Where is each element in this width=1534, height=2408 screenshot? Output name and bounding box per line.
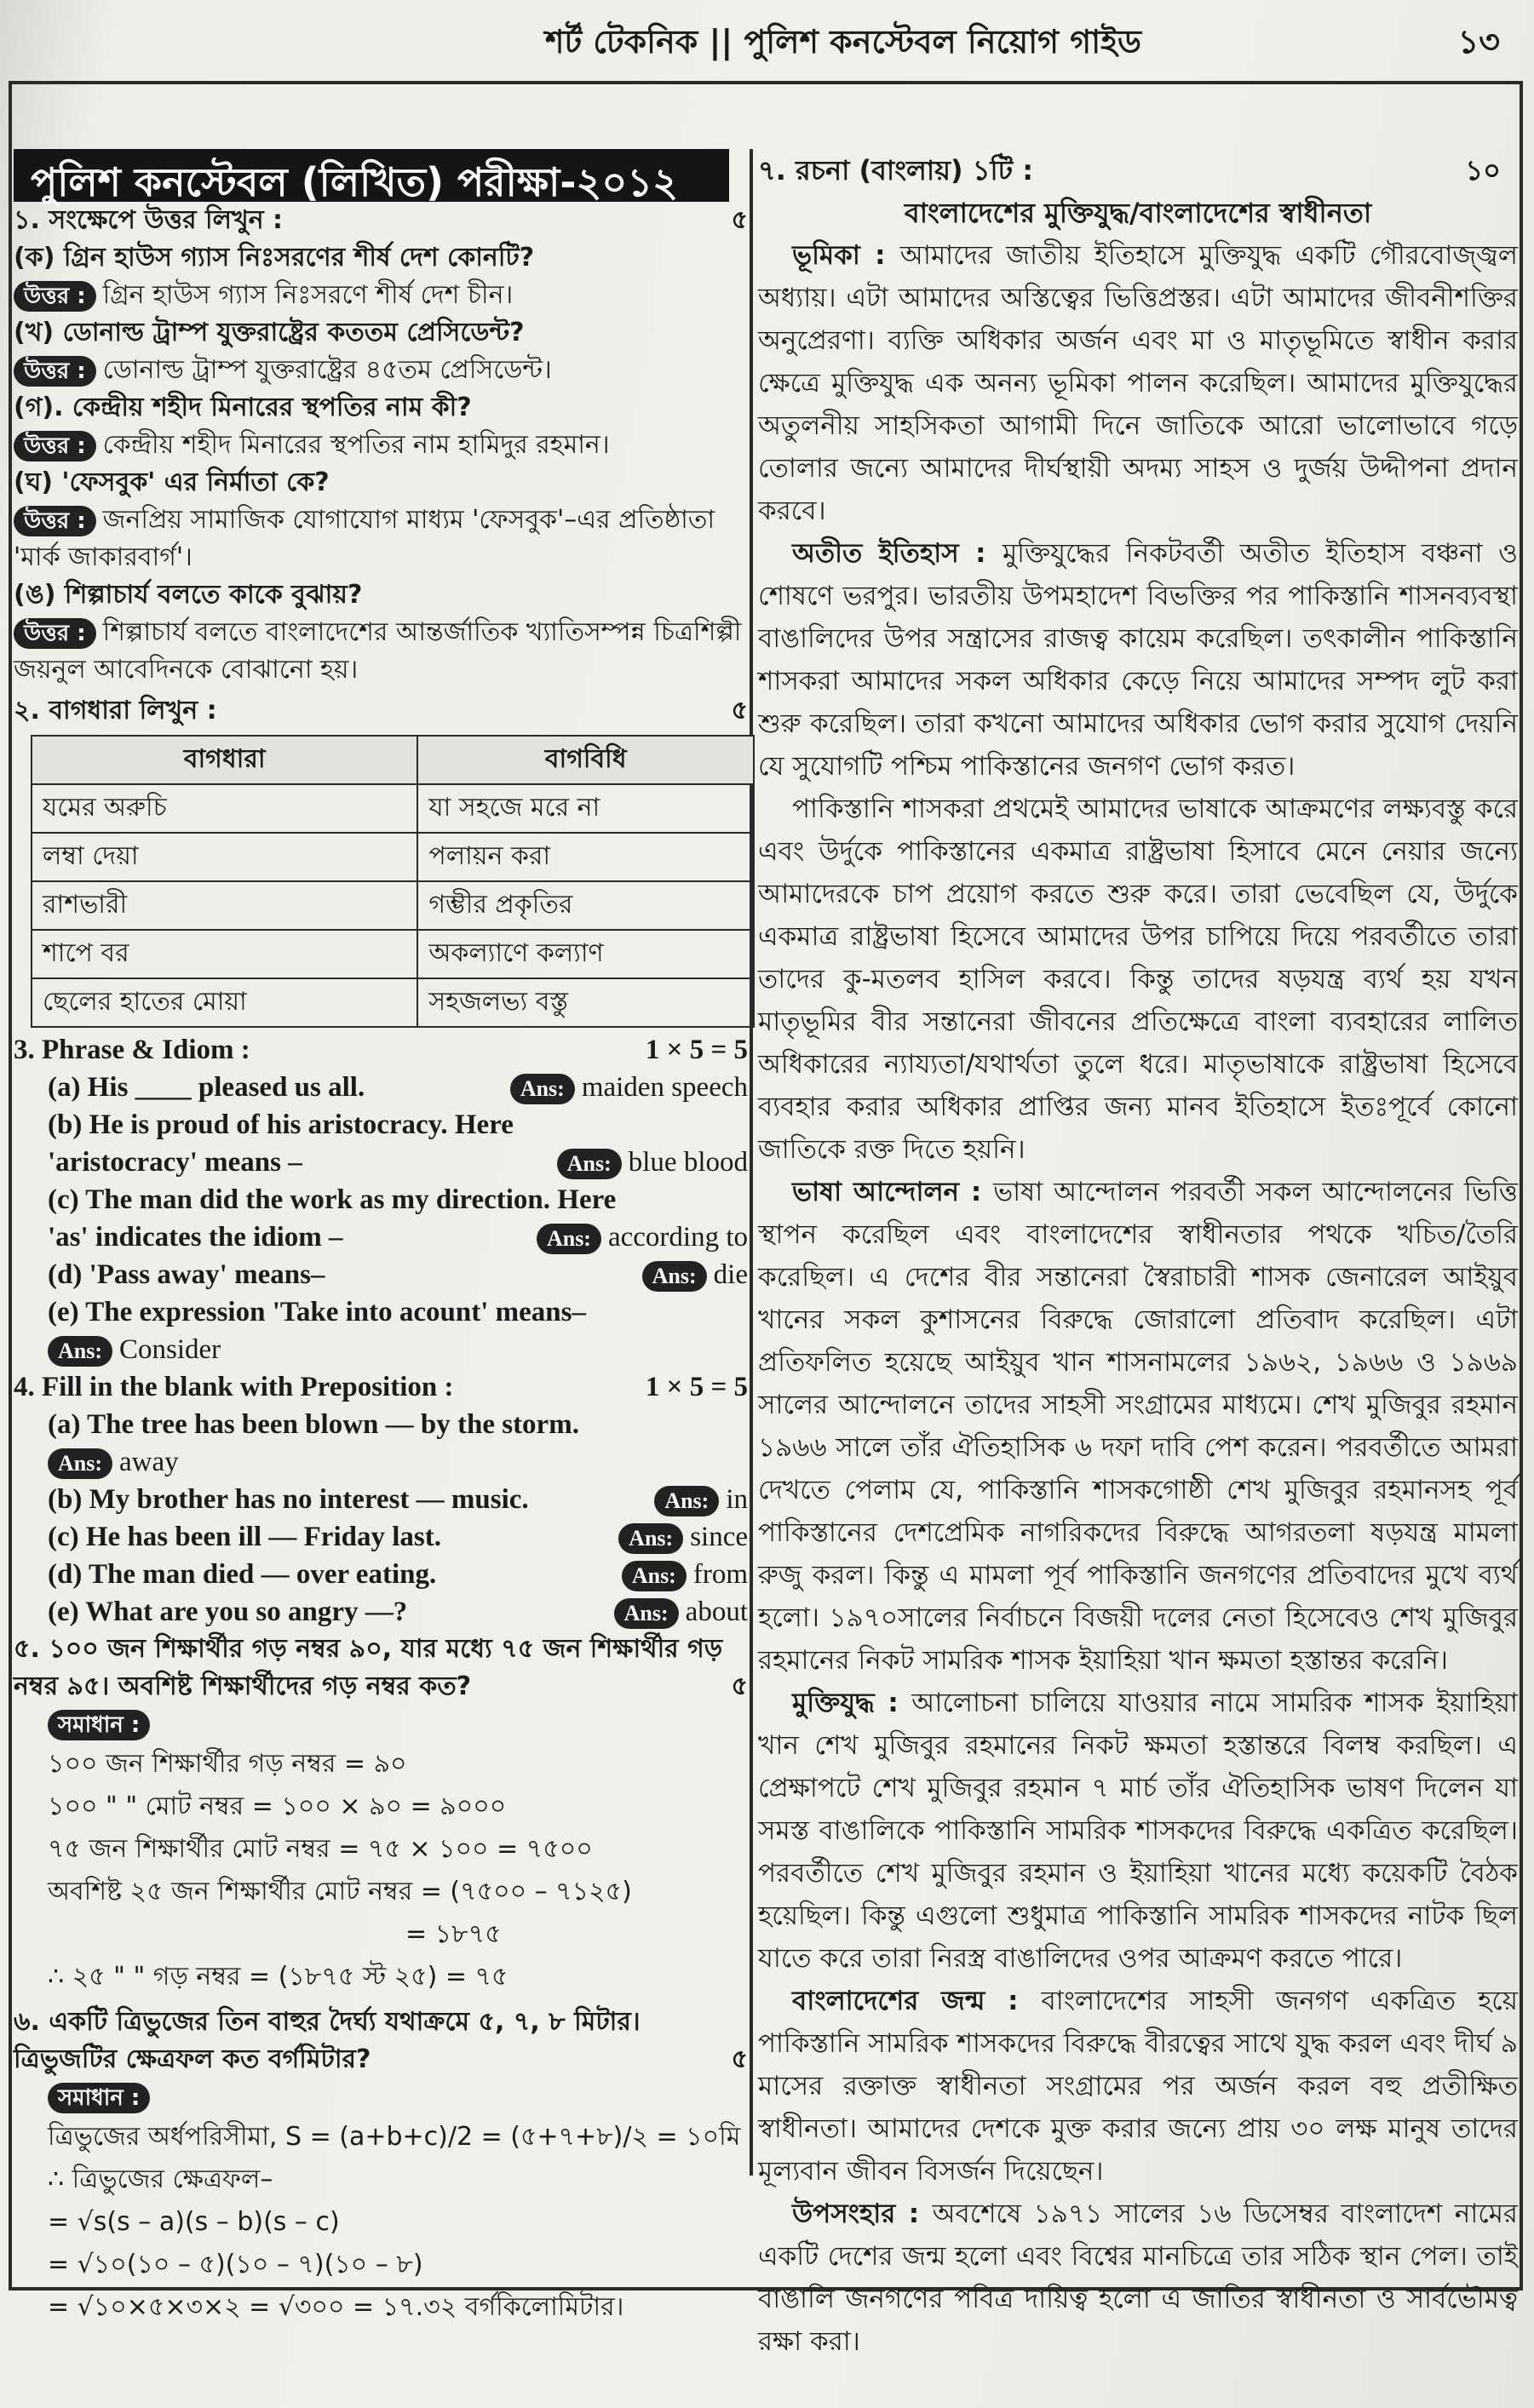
solution-badge: সমাধান : bbox=[48, 2083, 150, 2113]
q3-line-text: 'as' indicates the idiom – bbox=[48, 1222, 343, 1253]
q1-number: ১. bbox=[14, 205, 40, 235]
q3-answer-group bbox=[642, 1256, 748, 1293]
q4-answer: about bbox=[685, 1597, 748, 1627]
q2-marks: ৫ bbox=[731, 696, 748, 725]
q3-line-text: (e) The expression 'Take into acount' means– bbox=[48, 1297, 586, 1327]
q3-line-text: (a) His ____ pleased us all. bbox=[48, 1072, 365, 1103]
q4-line bbox=[48, 1481, 748, 1518]
q3-answer: maiden speech bbox=[581, 1072, 748, 1103]
q7-heading: ৭. রচনা (বাংলায়) ১টি : bbox=[758, 154, 1034, 186]
meaning-cell: সহজলভ্য বস্তু bbox=[417, 978, 754, 1027]
essay-paragraph bbox=[758, 234, 1518, 532]
essay-paragraph bbox=[758, 1682, 1518, 1980]
essay-text: আমাদের জাতীয় ইতিহাসে মুক্তিযুদ্ধ একটি গৌরবোজ্জ্বল অধ্যায়। এটা আমাদের অস্তিত্বের ভিত্তিপ্রস্তর। এটা আমাদের জীবনীশক্তির অনুপ্রেরণা। ব্যক্তি অধিকার অর্জন এবং মা ও মাতৃভূমিতে স্বাধীন করার ক্ষেত্রে মুক্তিযুদ্ধ এক অনন্য ভূমিকা পালন করেছিল। আমাদের মুক্তিযুদ্ধের অতুলনীয় সাহসিকতা আগামী দিনে জাতিকে আরো ভালোভাবে গড়ে তোলার জন্যে আমাদের দীর্ঘস্থায়ী অদম্য সাহস ও দুর্জয় উদ্দীপনা প্রদান করবে। bbox=[758, 240, 1518, 526]
q3-answer-group bbox=[537, 1218, 748, 1256]
idiom-cell: রাশভারী bbox=[32, 881, 417, 930]
q1-sub-question: (খ) ডোনাল্ড ট্রাম্প যুক্তরাষ্ট্রের কততম প্রেসিডেন্ট? bbox=[14, 318, 525, 347]
ans-badge: Ans: bbox=[618, 1523, 683, 1554]
q5-step: = ১৮৭৫ bbox=[405, 1919, 502, 1949]
essay-subheading: বাংলাদেশের জন্ম : bbox=[792, 1986, 1042, 2016]
q4-heading: Fill in the blank with Preposition : bbox=[42, 1372, 454, 1402]
q6-step: = √s(s – a)(s – b)(s – c) bbox=[48, 2207, 340, 2237]
right-column bbox=[758, 149, 1518, 2363]
ans-badge: Ans: bbox=[622, 1561, 687, 1591]
q4-marks: 1 × 5 = 5 bbox=[645, 1372, 748, 1402]
q3-line-text: 'aristocracy' means – bbox=[48, 1147, 302, 1178]
header-title: শর্ট টেকনিক || পুলিশ কনস্টেবল নিয়োগ গাইড bbox=[545, 23, 1141, 60]
q1-sub-question: (গ). কেন্দ্রীয় শহীদ মিনারের স্থপতির নাম কী? bbox=[14, 393, 472, 422]
q3-line bbox=[48, 1218, 748, 1256]
idiom-cell: যমের অরুচি bbox=[32, 784, 417, 833]
answer-badge: উত্তর : bbox=[14, 281, 96, 312]
essay-text: ভাষা আন্দোলন পরবর্তী সকল আন্দোলনের ভিত্তি স্থাপন করেছিল এবং বাংলাদেশের স্বাধীনতার পথকে খচিত/তৈরি করেছিল। এ দেশের বীর সন্তানেরা স্বৈরাচারী শাসক জেনারেল আইয়ুব খানের সকল কুশাসনের বিরুদ্ধে জোরালো প্রতিবাদ করেছিল। এটা প্রতিফলিত হয়েছে আইয়ুব খান শাসনামলের ১৯৬২, ১৯৬৬ ও ১৯৬৯ সালের আন্দোলনে তাদের সাহসী সংগ্রামের মাধ্যমে। শেখ মুজিবুর রহমান ১৯৬৬ সালে তাঁর ঐতিহাসিক ৬ দফা দাবি পেশ করেন। পরবর্তীতে আমরা দেখতে পেলাম যে, পাকিস্তানি শাসকগোষ্ঠী শেখ মুজিবুর রহমানসহ পূর্ব পাকিস্তানের দেশপ্রেমিক নাগরিকদের বিরুদ্ধে আগরতলা ষড়যন্ত্র মামলা রুজু করল। কিন্তু এ মামলা পূর্ব পাকিস্তানি জনগণের প্রতিবাদের মুখে ব্যর্থ হলো। ১৯৭০সালের নির্বাচনে বিজয়ী দলের নেতা হিসেবেও শেখ মুজিবুর রহমানের নিকট সামরিক শাসক ইয়াহিয়া খান ক্ষমতা হস্তান্তর করেনি। bbox=[758, 1177, 1518, 1676]
q3-line bbox=[48, 1256, 748, 1293]
q6-step: ত্রিভুজের অর্ধপরিসীমা, S = (a+b+c)/2 = (৫+৭+৮)/২ = ১০মি bbox=[48, 2122, 741, 2152]
q4-answer-group bbox=[654, 1481, 748, 1518]
meaning-cell: অকল্যাণে কল্যাণ bbox=[417, 930, 754, 978]
q4-lines bbox=[48, 1481, 748, 1631]
essay-text: পাকিস্তানি শাসকরা প্রথমেই আমাদের ভাষাকে আক্রমণের লক্ষ্যবস্তু করে এবং উর্দুকে পাকিস্তানের একমাত্র রাষ্ট্রভাষা হিসাবে মেনে নেয়ার জন্যে আমাদেরকে চাপ প্রয়োগ করতে শুরু করে। তারা ভেবেছিল যে, উর্দুকে একমাত্র রাষ্ট্রভাষা হিসেবে আমাদের উপর চাপিয়ে দিয়ে পরবর্তীতে তারা তাদের কু-মতলব হাসিল করবে। কিন্তু তাদের ষড়যন্ত্র ব্যর্থ হয় যখন মাতৃভূমির বীর সন্তানেরা জীবনের প্রতিক্ষেত্রে বাংলা ব্যবহারের লালিত অধিকারের ন্যায্যতা/যথার্থতা তুলে ধরে। মাতৃভাষাকে রাষ্ট্রভাষা হিসেবে ব্যবহার করার অধিকার প্রাপ্তির জন্য মানব ইতিহাসে ইতঃপূর্বে কোনো জাতিকে রক্ত দিতে হয়নি। bbox=[758, 794, 1518, 1165]
q1-answer-line bbox=[14, 502, 748, 576]
q3-line bbox=[48, 1293, 748, 1331]
answer-badge: উত্তর : bbox=[14, 431, 96, 462]
essay-title: বাংলাদেশের মুক্তিযুদ্ধ/বাংলাদেশের স্বাধীনতা bbox=[904, 197, 1372, 229]
q3-marks: 1 × 5 = 5 bbox=[645, 1035, 748, 1065]
q4-answer-group bbox=[622, 1556, 748, 1593]
q5-question: ১০০ জন শিক্ষার্থীর গড় নম্বর ৯০, যার মধ্যে ৭৫ জন শিক্ষার্থীর গড় নম্বর ৯৫। অবশিষ্ট শিক্ষার্থীদের গড় নম্বর কত? bbox=[14, 1634, 723, 1701]
q3-line bbox=[48, 1106, 748, 1144]
meaning-cell: যা সহজে মরে না bbox=[417, 784, 754, 833]
q1-marks: ৫ bbox=[731, 205, 748, 235]
q1-answer: কেন্দ্রীয় শহীদ মিনারের স্থপতির নাম হামিদুর রহমান। bbox=[102, 430, 610, 460]
ans-badge: Ans: bbox=[537, 1224, 601, 1254]
q4-answer-group bbox=[614, 1593, 748, 1631]
q6-step: = √১০(১০ – ৫)(১০ – ৭)(১০ – ৮) bbox=[48, 2250, 423, 2279]
essay-subheading: মুক্তিযুদ্ধ : bbox=[792, 1688, 912, 1718]
q6-step: ∴ ত্রিভুজের ক্ষেত্রফল– bbox=[48, 2164, 273, 2194]
q1-sub-question: (ঙ) শিল্পাচার্য বলতে কাকে বুঝায়? bbox=[14, 580, 363, 610]
q6-step: = √১০×৫×৩×২ = √৩০০ = ১৭.৩২ বর্গকিলোমিটার। bbox=[48, 2292, 624, 2322]
q3-line bbox=[48, 1181, 748, 1218]
q1-sub-question: (ক) গ্রিন হাউস গ্যাস নিঃসরণের শীর্ষ দেশ কোনটি? bbox=[14, 243, 535, 272]
q4-line-text: (b) My brother has no interest — music. bbox=[48, 1484, 529, 1515]
table-row bbox=[32, 978, 754, 1027]
q4-line-text: (c) He has been ill — Friday last. bbox=[48, 1522, 441, 1552]
q1-heading: সংক্ষেপে উত্তর লিখুন : bbox=[49, 205, 284, 235]
q3-line bbox=[48, 1069, 748, 1106]
q6-number: ৬. bbox=[14, 2007, 40, 2037]
q4-a-question: (a) The tree has been blown — by the storm. bbox=[48, 1409, 579, 1440]
q3-answer: Consider bbox=[119, 1334, 221, 1365]
q4-answer: in bbox=[726, 1484, 748, 1515]
left-column bbox=[14, 149, 748, 2329]
q5-step: ১০০ " " মোট নম্বর = ১০০ × ৯০ = ৯০০০ bbox=[48, 1792, 507, 1821]
answer-badge: উত্তর : bbox=[14, 506, 96, 536]
q3-line bbox=[48, 1144, 748, 1181]
question-6 bbox=[14, 2004, 748, 2329]
essay-paragraph bbox=[758, 1171, 1518, 1682]
q5-marks: ৫ bbox=[731, 1671, 748, 1701]
q3-answer: according to bbox=[607, 1222, 748, 1253]
q1-answer: ডোনাল্ড ট্রাম্প যুক্তরাষ্ট্রের ৪৫তম প্রেসিডেন্ট। bbox=[102, 355, 552, 385]
q4-answer: since bbox=[690, 1522, 748, 1552]
q3-heading: Phrase & Idiom : bbox=[42, 1035, 250, 1065]
essay-subheading: ভূমিকা : bbox=[792, 240, 900, 271]
idiom-cell: শাপে বর bbox=[32, 930, 417, 978]
q6-marks: ৫ bbox=[731, 2044, 748, 2074]
q3-answer-group bbox=[557, 1144, 748, 1181]
page-header bbox=[0, 0, 1534, 75]
ans-badge: Ans: bbox=[654, 1486, 719, 1516]
q5-step: অবশিষ্ট ২৫ জন শিক্ষার্থীর মোট নম্বর = (৭৫০০ – ৭১২৫) bbox=[48, 1877, 632, 1906]
q4-line-text: (d) The man died — over eating. bbox=[48, 1559, 437, 1590]
table-row bbox=[32, 784, 754, 833]
q3-number: 3. bbox=[14, 1035, 35, 1065]
table-row bbox=[32, 930, 754, 978]
question-5 bbox=[14, 1631, 748, 1998]
essay-subheading: ভাষা আন্দোলন : bbox=[792, 1177, 994, 1207]
q1-answer: জনপ্রিয় সামাজিক যোগাযোগ মাধ্যম 'ফেসবুক'–এর প্রতিষ্ঠাতা 'মার্ক জাকারবার্গ'। bbox=[14, 505, 715, 572]
essay-text: অবশেষে ১৯৭১ সালের ১৬ ডিসেম্বর বাংলাদেশ নামের একটি দেশের জন্ম হলো এবং বিশ্বের মানচিত্রে তার সঠিক স্থান পেল। তাই বাঙালি জনগণের পবিত্র দায়িত্ব হলো এ জাতির স্বাধীনতা ও সার্বভৌমত্ব রক্ষা করা। bbox=[758, 2199, 1518, 2357]
q3-lines bbox=[14, 1069, 748, 1368]
q1-answer-line bbox=[14, 352, 748, 389]
exam-banner: পুলিশ কনস্টেবল (লিখিত) পরীক্ষা-২০১২ bbox=[14, 149, 729, 202]
meaning-cell: গম্ভীর প্রকৃতির bbox=[417, 881, 754, 930]
essay-text: বাংলাদেশের সাহসী জনগণ একত্রিত হয়ে পাকিস্তানি সামরিক শাসকদের বিরুদ্ধে বীরত্বের সাথে যুদ্ধ করল এবং দীর্ঘ ৯ মাসের রক্তাক্ত স্বাধীনতা সংগ্রামের পর অর্জন করল বহু প্রতীক্ষিত স্বাধীনতা। আমাদের দেশকে মুক্ত করার জন্যে প্রায় ৩০ লক্ষ মানুষ তাদের মূল্যবান জীবন বিসর্জন দিয়েছেন। bbox=[758, 1986, 1518, 2187]
essay-text: আলোচনা চালিয়ে যাওয়ার নামে সামরিক শাসক ইয়াহিয়া খান শেখ মুজিবুর রহমানের নিকট ক্ষমতা হস্তান্তরে বিলম্ব করছিল। এ প্রেক্ষাপটে শেখ মুজিবুর রহমান ৭ মার্চ তাঁর ঐতিহাসিক ভাষণ দিলেন যা সমস্ত বাঙালিকে পাকিস্তানি সামরিক শাসকদের বিরুদ্ধে একত্রিত করেছিল। পরবর্তীতে শেখ মুজিবুর রহমান ও ইয়াহিয়া খানের মধ্যে কয়েকটি বৈঠক হয়েছিল। কিন্তু এগুলো শুধুমাত্র পাকিস্তানি সামরিক শাসকদের নাটক ছিল যাতে করে তারা নিরস্ত্র বাঙালিদের ওপর আক্রমণ করতে পারে। bbox=[758, 1688, 1518, 1974]
ans-badge: Ans: bbox=[642, 1261, 707, 1292]
essay-paragraph bbox=[758, 788, 1518, 1171]
idiom-table-body bbox=[32, 784, 754, 1027]
q5-number: ৫. bbox=[14, 1634, 40, 1664]
ans-badge: Ans: bbox=[48, 1448, 112, 1479]
q3-line-text: (b) He is proud of his aristocracy. Here bbox=[48, 1109, 514, 1140]
q1-answer-line bbox=[14, 277, 748, 314]
ans-badge: Ans: bbox=[614, 1598, 679, 1629]
q4-line bbox=[48, 1556, 748, 1593]
q4-line-text: (e) What are you so angry —? bbox=[48, 1597, 408, 1627]
idiom-table-header-2: বাগবিধি bbox=[417, 736, 754, 784]
question-3 bbox=[14, 1031, 748, 1368]
q4-a-answer: away bbox=[119, 1447, 179, 1477]
q4-line bbox=[48, 1593, 748, 1631]
q4-line bbox=[48, 1518, 748, 1556]
q7-marks: ১০ bbox=[1465, 154, 1501, 186]
q3-line bbox=[48, 1331, 748, 1368]
page-number: ১৩ bbox=[1457, 23, 1500, 60]
q6-question: একটি ত্রিভুজের তিন বাহুর দৈর্ঘ্য যথাক্রমে ৫, ৭, ৮ মিটার। ত্রিভুজটির ক্ষেত্রফল কত বর্গমিটার? bbox=[14, 2007, 641, 2074]
q3-answer: die bbox=[713, 1259, 748, 1290]
ans-badge: Ans: bbox=[557, 1149, 622, 1179]
q6-steps bbox=[14, 2116, 748, 2329]
essay-body bbox=[758, 234, 1518, 2363]
q1-answer-line bbox=[14, 614, 748, 689]
q1-items bbox=[14, 239, 748, 689]
q4-answer: from bbox=[692, 1559, 748, 1590]
q1-answer: শিল্পাচার্য বলতে বাংলাদেশের আন্তর্জাতিক খ্যাতিসম্পন্ন চিত্রশিল্পী জয়নুল আবেদিনকে বোঝানো হয়। bbox=[14, 617, 742, 685]
q4-answer-group bbox=[618, 1518, 748, 1556]
essay-subheading: অতীত ইতিহাস : bbox=[792, 538, 1003, 569]
q1-answer: গ্রিন হাউস গ্যাস নিঃসরণে শীর্ষ দেশ চীন। bbox=[102, 280, 514, 310]
essay-subheading: উপসংহার : bbox=[792, 2199, 933, 2229]
essay-paragraph bbox=[758, 532, 1518, 788]
ans-badge: Ans: bbox=[48, 1336, 112, 1367]
table-row bbox=[32, 833, 754, 881]
q5-steps bbox=[14, 1743, 748, 1998]
q1-sub-question: (ঘ) 'ফেসবুক' এর নির্মাতা কে? bbox=[14, 467, 330, 497]
table-row bbox=[32, 881, 754, 930]
idiom-table-header-1: বাগধারা bbox=[32, 736, 417, 784]
essay-text: মুক্তিযুদ্ধের নিকটবর্তী অতীত ইতিহাস বঞ্চনা ও শোষণে ভরপুর। ভারতীয় উপমহাদেশ বিভক্তির পর পাকিস্তানি শাসনব্যবস্থা বাঙালিদের উপর সন্ত্রাসের রাজত্ব কায়েম করেছিল। তৎকালীন পাকিস্তানি শাসকরা আমাদের সকল অধিকার কেড়ে নিয়ে আমাদের সম্পদ লুট করা শুরু করেছিল। তারা কখনো আমাদের অধিকার ভোগ করার সুযোগ দেয়নি যে সুযোগটি পশ্চিম পাকিস্তানের জনগণ ভোগ করত। bbox=[758, 538, 1518, 782]
idiom-cell: লম্বা দেয়া bbox=[32, 833, 417, 881]
idiom-table bbox=[31, 735, 755, 1028]
q4-number: 4. bbox=[14, 1372, 35, 1402]
essay-paragraph bbox=[758, 1980, 1518, 2193]
q2-heading: বাগধারা লিখুন : bbox=[49, 696, 217, 725]
q5-step: ∴ ২৫ " " গড় নম্বর = (১৮৭৫ স্ট ২৫) = ৭৫ bbox=[48, 1962, 508, 1992]
column-divider bbox=[750, 149, 753, 2176]
question-2 bbox=[14, 692, 748, 1028]
q5-step: ১০০ জন শিক্ষার্থীর গড় নম্বর = ৯০ bbox=[48, 1749, 407, 1779]
q1-answer-line bbox=[14, 427, 748, 464]
q3-line-text: (c) The man did the work as my direction. Here bbox=[48, 1184, 617, 1215]
ans-badge: Ans: bbox=[510, 1074, 575, 1104]
q3-answer-group bbox=[510, 1069, 748, 1106]
idiom-cell: ছেলের হাতের মোয়া bbox=[32, 978, 417, 1027]
meaning-cell: পলায়ন করা bbox=[417, 833, 754, 881]
solution-badge: সমাধান : bbox=[48, 1710, 150, 1740]
question-4 bbox=[14, 1368, 748, 1631]
answer-badge: উত্তর : bbox=[14, 356, 96, 387]
q3-line-text: (d) 'Pass away' means– bbox=[48, 1259, 325, 1290]
essay-paragraph bbox=[758, 2193, 1518, 2363]
question-1 bbox=[14, 202, 748, 689]
answer-badge: উত্তর : bbox=[14, 618, 96, 649]
q2-number: ২. bbox=[14, 696, 40, 725]
q5-step: ৭৫ জন শিক্ষার্থীর মোট নম্বর = ৭৫ × ১০০ = ৭৫০০ bbox=[48, 1834, 593, 1864]
q3-answer: blue blood bbox=[628, 1147, 748, 1178]
